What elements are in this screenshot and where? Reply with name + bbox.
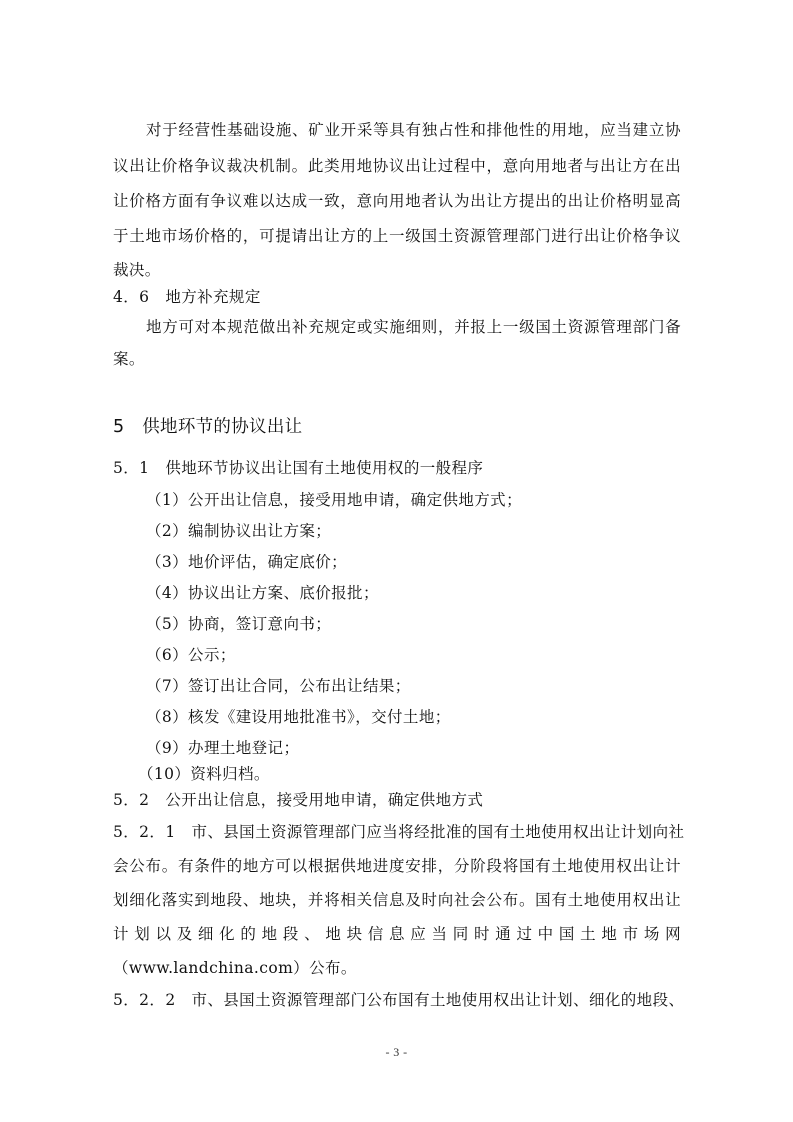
paragraph-line: 让价格方面有争议难以达成一致，意向用地者认为出让方提出的出让价格明显高 [113, 192, 681, 210]
paragraph-line: 对于经营性基础设施、矿业开采等具有独占性和排他性的用地，应当建立协 [146, 121, 681, 139]
list-item: （6）公示； [146, 646, 236, 664]
paragraph-line: 计划以及细化的地段、地块信息应当同时通过中国土地市场网 [113, 925, 681, 943]
list-item: （7）签订出让合同，公布出让结果； [146, 677, 411, 695]
list-item: （9）办理土地登记； [146, 739, 300, 757]
list-item: （2）编制协议出让方案； [146, 522, 332, 540]
paragraph-line: 议出让价格争议裁决机制。此类用地协议出让过程中，意向用地者与出让方在出 [113, 157, 681, 175]
list-item: （3）地价评估，确定底价； [146, 553, 348, 571]
paragraph-line: 会公布。有条件的地方可以根据供地进度安排，分阶段将国有土地使用权出让计 [113, 857, 681, 875]
chapter-heading: 5 供地环节的协议出让 [113, 417, 303, 437]
paragraph-line: 案。 [113, 350, 145, 368]
list-item: （1）公开出让信息，接受用地申请，确定供地方式； [146, 491, 522, 509]
paragraph-line: （www.landchina.com）公布。 [113, 959, 357, 977]
paragraph-line: 5．2．1 市、县国土资源管理部门应当将经批准的国有土地使用权出让计划向社 [113, 823, 685, 841]
list-item: （4）协议出让方案、底价报批； [146, 584, 379, 602]
list-item: （8）核发《建设用地批准书》，交付土地； [146, 708, 451, 726]
list-item: （10）资料归档。 [138, 765, 270, 783]
page-number: - 3 - [385, 1045, 408, 1059]
paragraph-line: 于土地市场价格的，可提请出让方的上一级国土资源管理部门进行出让价格争议 [113, 227, 681, 245]
section-title: 4．6 地方补充规定 [113, 288, 261, 306]
paragraph-line: 划细化落实到地段、地块，并将相关信息及时向社会公布。国有土地使用权出让 [113, 891, 681, 909]
section-title: 5．1 供地环节协议出让国有土地使用权的一般程序 [113, 459, 484, 477]
section-title: 5．2 公开出让信息，接受用地申请，确定供地方式 [113, 791, 484, 809]
paragraph-line: 5．2．2 市、县国土资源管理部门公布国有土地使用权出让计划、细化的地段、 [113, 991, 685, 1009]
paragraph-line: 裁决。 [113, 261, 161, 279]
list-item: （5）协商，签订意向书； [146, 615, 332, 633]
paragraph-line: 地方可对本规范做出补充规定或实施细则，并报上一级国土资源管理部门备 [146, 318, 681, 336]
